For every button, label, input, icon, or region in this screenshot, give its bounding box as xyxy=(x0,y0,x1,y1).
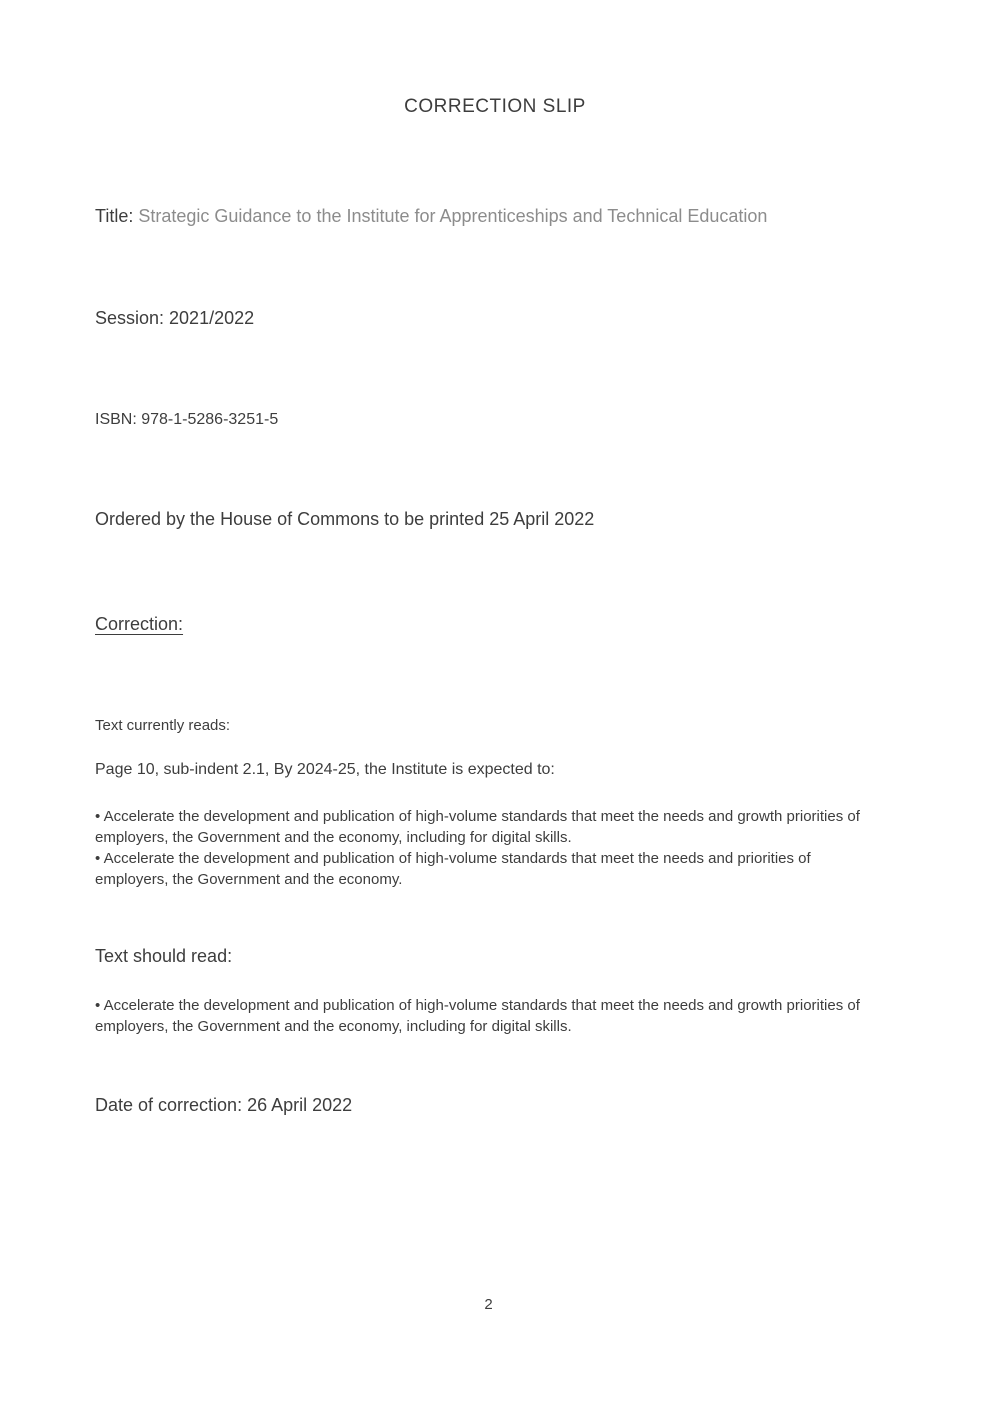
current-text-bullets xyxy=(95,806,885,890)
should-read-heading: Text should read: xyxy=(95,946,233,966)
corrected-text-bullet: • Accelerate the development and publication of high-volume standards that meet the needs and growth priorities of employers, the Government and the economy, including for digital skills. xyxy=(95,997,860,1035)
corrected-text-bullets xyxy=(95,995,885,1037)
ordered-line: Ordered by the House of Commons to be printed 25 April 2022 xyxy=(95,509,595,529)
correction-heading: Correction: xyxy=(95,614,184,634)
currently-reads-label: Text currently reads: xyxy=(95,717,231,734)
title-line xyxy=(95,200,855,232)
isbn-line: ISBN: 978-1-5286-3251-5 xyxy=(95,411,279,428)
current-text-bullet: • Accelerate the development and publication of high-volume standards that meet the needs and priorities of employers, the Government and the economy. xyxy=(95,850,811,888)
title-label: Title: xyxy=(95,206,134,226)
date-of-correction: Date of correction: 26 April 2022 xyxy=(95,1095,353,1115)
page-reference: Page 10, sub-indent 2.1, By 2024-25, the Institute is expected to: xyxy=(95,761,555,778)
current-text-bullet: • Accelerate the development and publication of high-volume standards that meet the needs and growth priorities of employers, the Government and the economy, including for digital skills. xyxy=(95,808,860,846)
document-heading: CORRECTION SLIP xyxy=(404,96,586,117)
page-number: 2 xyxy=(484,1296,493,1313)
title-value: Strategic Guidance to the Institute for Apprenticeships and Technical Education xyxy=(133,206,768,226)
session-line: Session: 2021/2022 xyxy=(95,308,255,328)
